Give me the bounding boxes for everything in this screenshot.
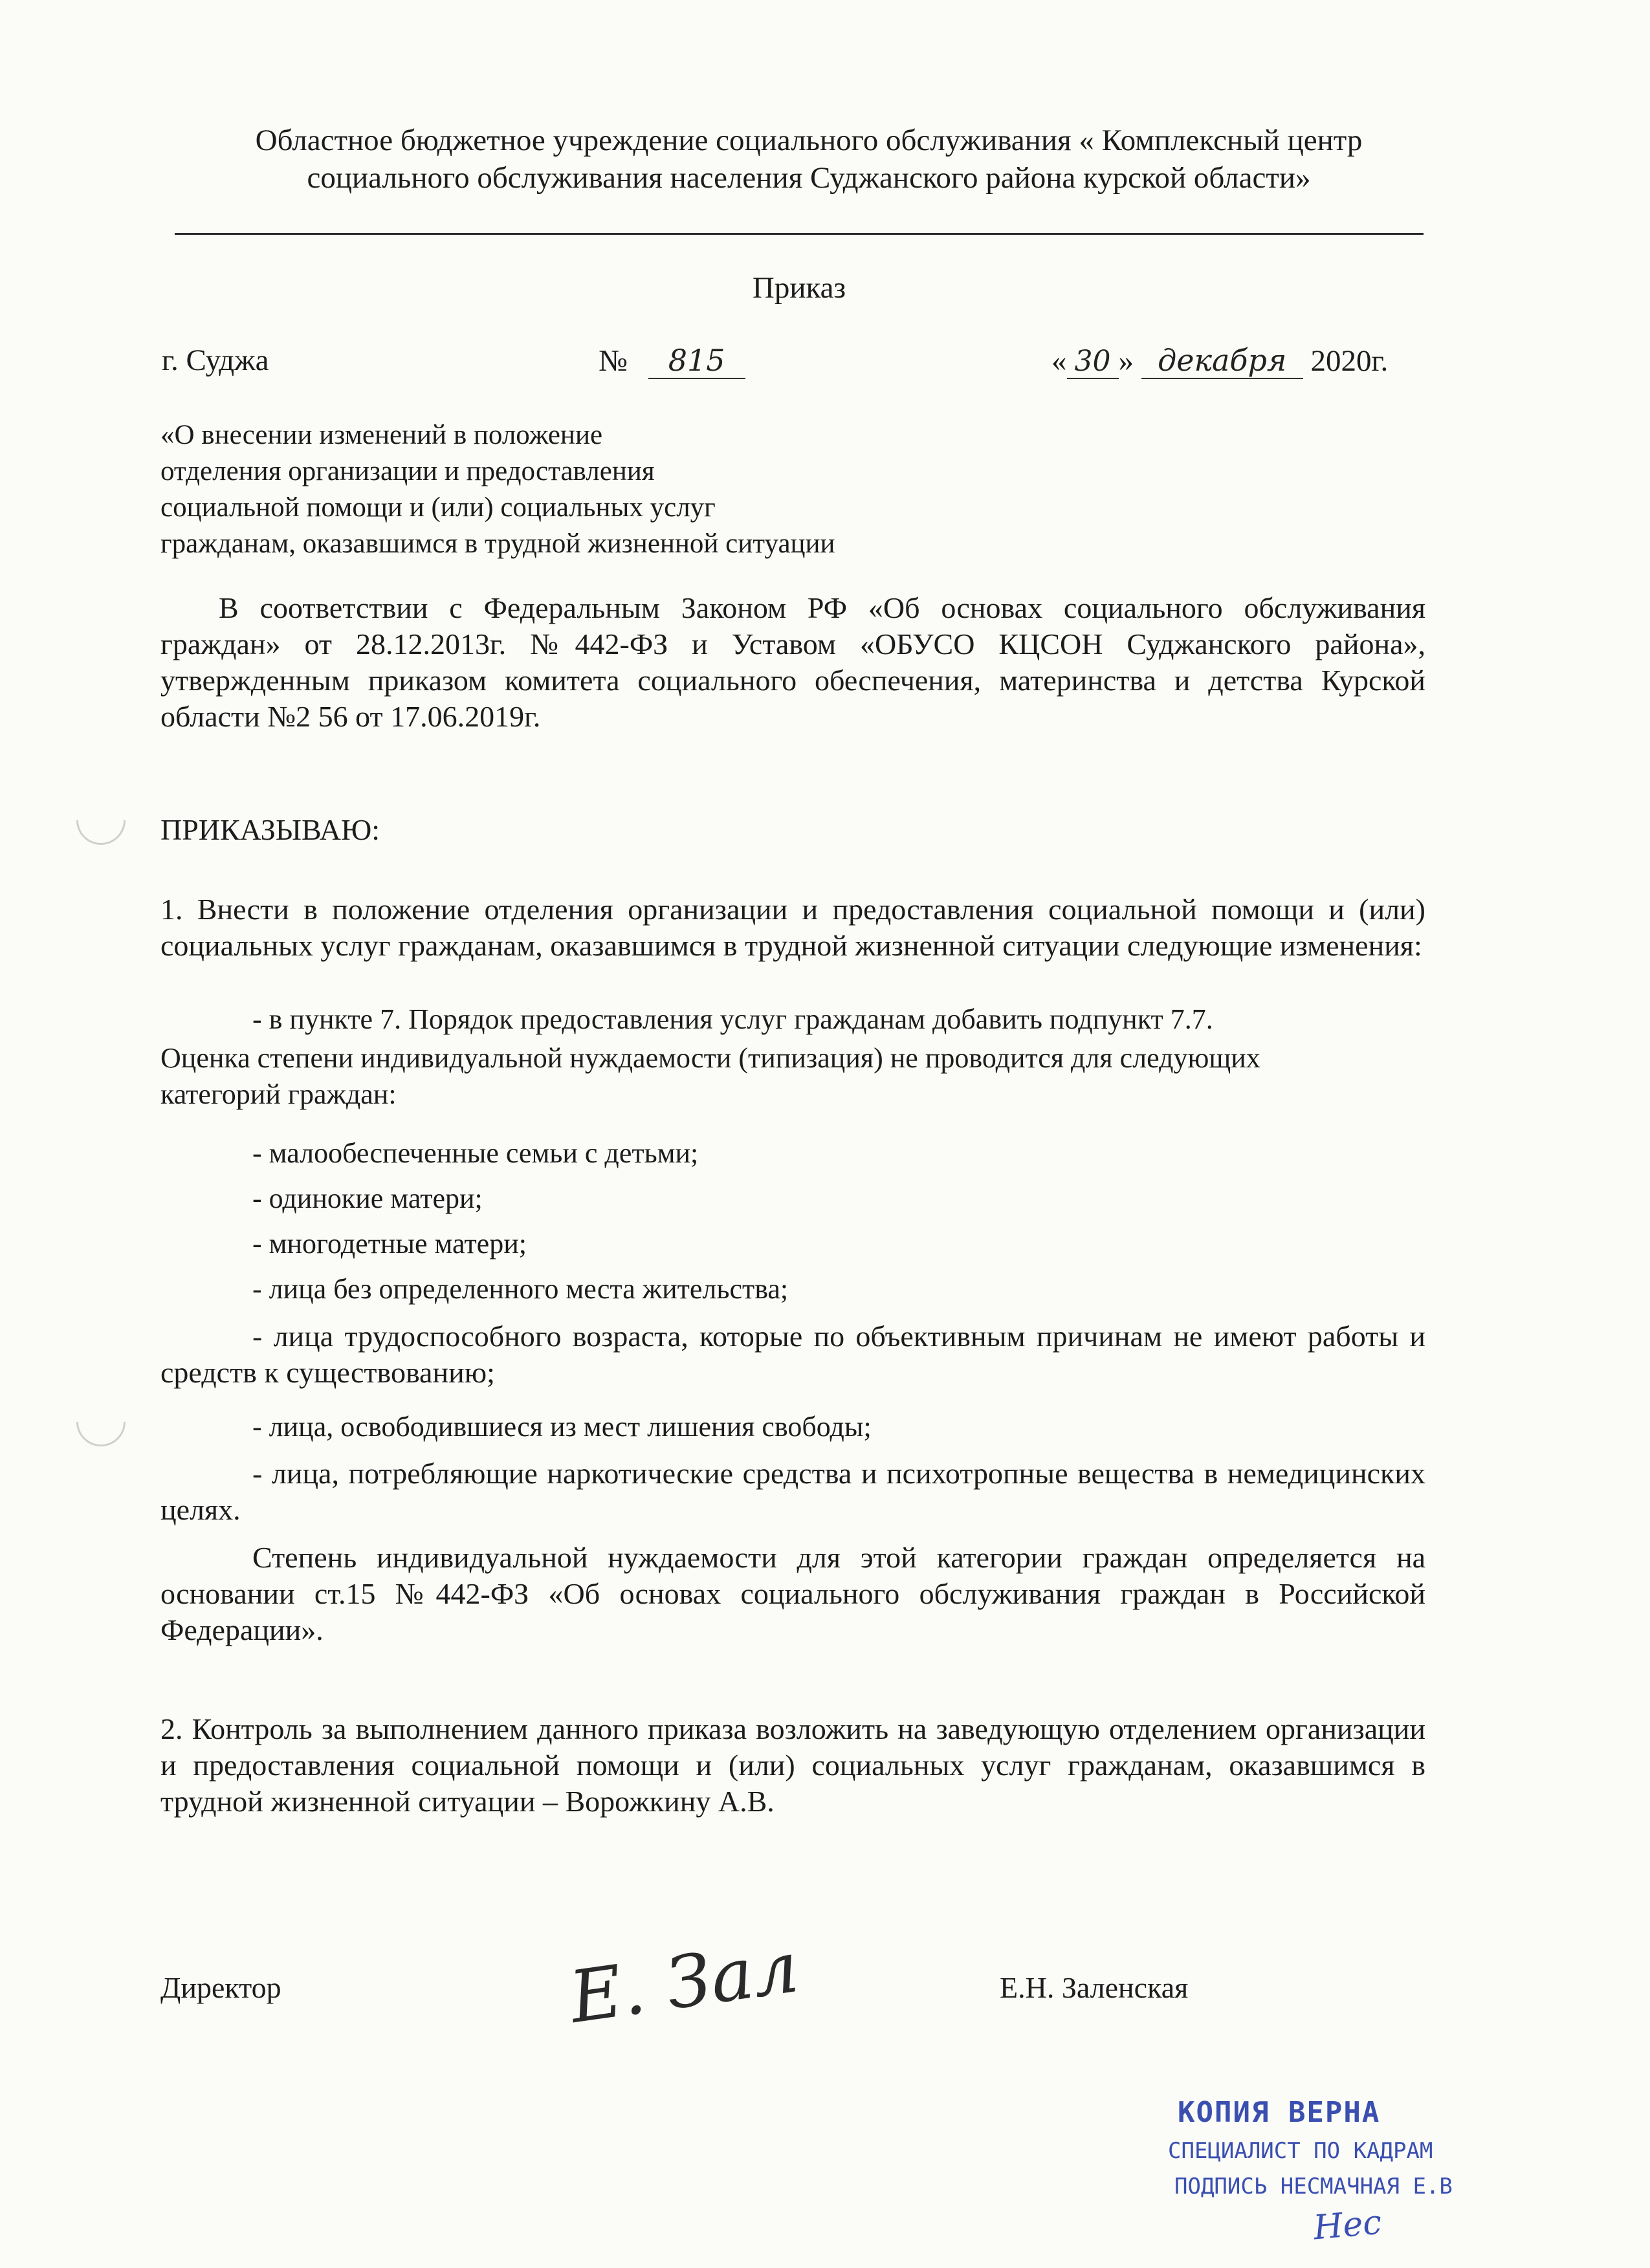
category-released: - лица, освободившиеся из мест лишения свободы; — [252, 1411, 872, 1443]
category-item: - многодетные матери; — [252, 1228, 527, 1259]
punch-hole-bottom — [66, 1387, 135, 1456]
category-item: - лица без определенного места жительства; — [252, 1273, 789, 1305]
number-value: 815 — [648, 343, 745, 379]
subject-line-2: отделения организации и предоставления — [160, 456, 655, 486]
copy-stamp-position: СПЕЦИАЛИСТ ПО КАДРАМ — [1168, 2138, 1433, 2164]
order-number — [599, 343, 745, 379]
header-line-1: Областное бюджетное учреждение социального обслуживания « Комплексный центр — [255, 124, 1363, 157]
preamble-paragraph: В соответствии с Федеральным Законом РФ «Об основах социального обслуживания граждан» от 28.12.2013г. №442-ФЗ и Уставом «ОБУСО КЦСОН Суджанского района», утвержденным приказом комитета социального обеспечения, материнства и детства Курской области №2 56 от 17.06.2019г. — [160, 591, 1425, 733]
date-year: 2020г. — [1310, 344, 1389, 378]
category-item: - малообеспеченные семьи с детьми; — [252, 1137, 699, 1169]
organization-header — [162, 122, 1456, 197]
copy-stamp-signature: ПОДПИСЬ НЕСМАЧНАЯ Е.В — [1174, 2174, 1453, 2199]
document-title: Приказ — [752, 271, 846, 305]
order-word: ПРИКАЗЫВАЮ: — [160, 813, 380, 846]
date-month: декабря — [1141, 343, 1303, 379]
handwritten-signature: Е. Зал — [564, 1925, 804, 2040]
subject-line-4: гражданам, оказавшимся в трудной жизненной ситуации — [160, 529, 835, 559]
order-subject — [160, 417, 835, 562]
assessment-line-1: Оценка степени индивидуальной нуждаемости (типизация) не проводится для следующих — [160, 1042, 1260, 1074]
order-date — [1051, 343, 1388, 379]
assessment-basis: Степень индивидуальной нуждаемости для этой категории граждан определяется на основании ст.15 №442-ФЗ «Об основах социального обслуживания граждан в Российской Федерации». — [160, 1541, 1425, 1646]
punch-hole-top — [66, 785, 135, 855]
point-1-subpoint: - в пункте 7. Порядок предоставления услуг гражданам добавить подпункт 7.7. — [252, 1003, 1213, 1035]
header-divider — [175, 233, 1424, 235]
header-line-2: социального обслуживания населения Суджанского района курской области» — [307, 161, 1311, 195]
signature-name: Е.Н. Заленская — [1000, 1971, 1189, 2004]
category-working-age: - лица трудоспособного возраста, которые по объективным причинам не имеют работы и средств к существованию; — [160, 1320, 1425, 1389]
category-item: - одинокие матери; — [252, 1183, 483, 1214]
subject-line-1: «О внесении изменений в положение — [160, 420, 603, 450]
category-drugs: - лица, потребляющие наркотические средства и психотропные вещества в немедицинских целях. — [160, 1457, 1425, 1526]
city: г. Суджа — [162, 343, 269, 377]
copy-stamp-initials: Нес — [1312, 2203, 1383, 2248]
date-quote-open: « — [1051, 344, 1067, 378]
signature-position: Директор — [160, 1971, 281, 2004]
subject-line-3: социальной помощи и (или) социальных услуг — [160, 492, 716, 523]
assessment-line-2: категорий граждан: — [160, 1078, 397, 1110]
number-label: № — [599, 344, 628, 378]
date-day: 30 — [1067, 345, 1119, 379]
date-quote-close: » — [1118, 344, 1134, 378]
point-2: 2. Контроль за выполнением данного приказа возложить на заведующую отделением организации и предоставления социальной помощи и (или) социальных услуг гражданам, оказавшимся в трудной жизненной ситуации – Ворожкину А.В. — [160, 1712, 1425, 1818]
point-1-intro: 1. Внести в положение отделения организации и предоставления социальной помощи и (или) социальных услуг гражданам, оказавшимся в трудной жизненной ситуации следующие изменения: — [160, 893, 1425, 962]
copy-stamp-title: КОПИЯ ВЕРНА — [1178, 2096, 1381, 2129]
